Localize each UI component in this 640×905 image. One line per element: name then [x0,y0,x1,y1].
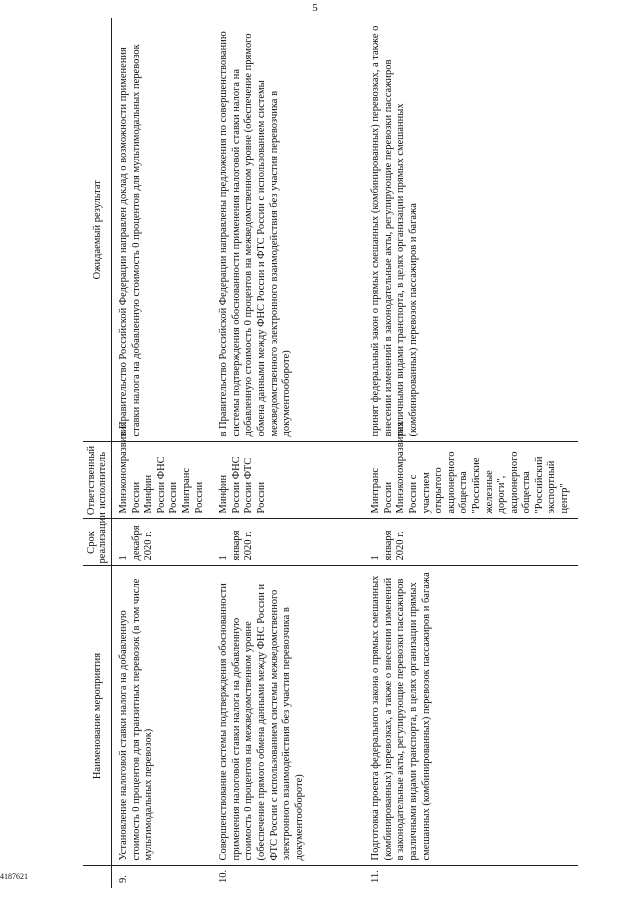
header-executor: Ответственный исполнитель [83,442,112,519]
row-term: 1 января 2020 г. [364,519,578,566]
row-name: Подготовка проекта федерального закона о прямых смешанных (комбинированных) перевозках, а также о внесении изменений в законодательные акты, регулирующие перевозки пассажиров различными видами транспорта, в целях организации прямых смешанных (комбинированных) перевозок пассажиров и багажа [364,566,578,866]
row-executor: Минфин России ФНС России ФТС России [212,442,364,519]
header-result: Ожидаемый результат [83,18,112,442]
page-number: 5 [312,2,318,14]
row-result: в Правительство Российской Федерации направлен доклад о возможности применения ставки налога на добавленную стоимость 0 процентов для мультимодальных перевозок [118,44,142,437]
table-row [212,18,364,888]
document-id: 4187621 [0,872,28,881]
row-number: 10. [212,866,364,888]
row-name: Установление налоговой ставки налога на добавленную стоимость 0 процентов для транзитных перевозок (в том числе мультимодальных перевозок) [112,566,213,866]
row-number: 9. [112,866,213,888]
row-number: 11. [364,866,578,888]
header-name: Наименование мероприятия [83,566,112,866]
row-result: принят федеральный закон о прямых смешанных (комбинированных) перевозках, а также о внесении изменений в законодательные акты, регулирующие перевозки пассажиров различными видами транспорта, в целях организации прямых смешанных (комбинированных) перевозок пассажиров и багажа [370,25,419,437]
header-row [83,18,112,888]
measures-table [83,18,578,888]
row-executor: Минтранс России Минэкономразвития России с участием открытого акционерного общества "Российские железные дороги", акционерного общества "Российский экспортный центр" [364,442,578,519]
table-row [364,18,578,888]
row-term: 1 января 2020 г. [212,519,364,566]
header-number [83,866,112,888]
table-row [112,18,213,888]
rotated-table-container [83,18,571,888]
row-result: в Правительство Российской Федерации направлены предложения по совершенствованию системы подтверждения обоснованности применения налоговой ставки налога на добавленную стоимость 0 процентов на межведомственном уровне (обеспечение прямого обмена данными между ФНС России и ФТС России с использованием системы межведомственного электронного взаимодействия без участия перевозчика в документообороте) [218,31,293,437]
row-executor: Минэкономразвития России Минфин России ФНС России Минтранс России [112,442,213,519]
row-name: Совершенствование системы подтверждения обоснованности применения налоговой ставки налога на добавленную стоимость 0 процентов на межведомственном уровне (обеспечение прямого обмена данными между ФНС России и ФТС России с использованием системы межведомственного электронного взаимодействия без участия перевозчика в документообороте) [212,566,364,866]
header-term: Срок реализации [83,519,112,566]
row-term: 1 декабря 2020 г. [112,519,213,566]
